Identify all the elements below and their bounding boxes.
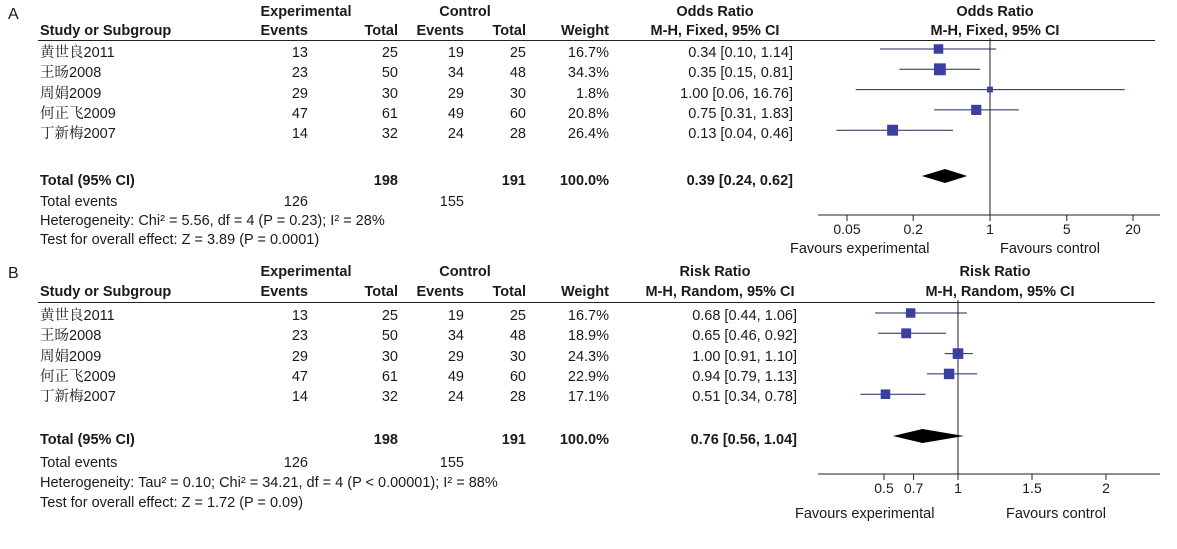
events-ctrl: 24 xyxy=(447,389,464,406)
events-ctrl: 49 xyxy=(447,368,464,385)
header-weight: Weight xyxy=(560,23,609,39)
events-exp: 47 xyxy=(291,368,308,385)
favours-experimental: Favours experimental xyxy=(790,241,930,257)
total-exp: 50 xyxy=(381,65,398,82)
weight: 24.3% xyxy=(567,348,609,365)
total-ctrl: 48 xyxy=(509,65,526,82)
header-total-ctrl: Total xyxy=(492,284,526,300)
point-estimate xyxy=(944,369,954,379)
effect-ci: 0.68 [0.44, 1.06] xyxy=(692,308,797,324)
effect-ci: 0.65 [0.46, 0.92] xyxy=(692,328,797,345)
plot-method: M-H, Random, 95% CI xyxy=(925,284,1075,300)
total-ctrl: 30 xyxy=(509,348,526,365)
header-study: Study or Subgroup xyxy=(40,284,172,300)
overall-effect: Test for overall effect: Z = 3.89 (P = 0.0001) xyxy=(40,232,320,248)
total-ctrl: 25 xyxy=(509,45,526,61)
total-ctrl: 28 xyxy=(509,389,526,406)
study-name: 黄世良2011 xyxy=(40,308,115,324)
effect-ci: 0.75 [0.31, 1.83] xyxy=(688,105,793,122)
weight: 18.9% xyxy=(567,328,609,345)
weight: 1.8% xyxy=(575,85,609,102)
header-experimental: Experimental xyxy=(260,264,352,280)
total-exp: 25 xyxy=(381,45,398,61)
total-weight: 100.0% xyxy=(559,173,609,189)
weight: 34.3% xyxy=(567,65,609,82)
header-events-ctrl: Events xyxy=(416,23,464,39)
effect-ci: 1.00 [0.06, 16.76] xyxy=(680,85,793,102)
events-exp: 47 xyxy=(291,105,308,122)
x-tick-label: 1 xyxy=(954,480,962,496)
weight: 22.9% xyxy=(567,368,609,385)
overall-effect: Test for overall effect: Z = 1.72 (P = 0.09) xyxy=(40,495,304,511)
events-exp: 23 xyxy=(291,328,308,345)
heterogeneity: Heterogeneity: Chi² = 5.56, df = 4 (P = 0.23); I² = 28% xyxy=(40,213,385,229)
events-ctrl: 34 xyxy=(447,65,464,82)
events-ctrl: 29 xyxy=(447,348,464,365)
header-study: Study or Subgroup xyxy=(40,23,172,39)
x-tick-label: 1 xyxy=(986,221,994,237)
total-exp: 30 xyxy=(381,85,398,102)
header-effect-measure: Risk Ratio xyxy=(679,264,751,280)
plot-method: M-H, Fixed, 95% CI xyxy=(930,23,1060,39)
plot-title: Risk Ratio xyxy=(959,264,1031,280)
point-estimate xyxy=(934,44,944,54)
x-tick-label: 1.5 xyxy=(1022,480,1042,496)
effect-ci: 0.94 [0.79, 1.13] xyxy=(692,368,797,385)
study-name: 黄世良2011 xyxy=(40,45,115,61)
weight: 16.7% xyxy=(567,308,609,324)
total-ctrl: 60 xyxy=(509,105,526,122)
point-estimate xyxy=(906,308,916,318)
pooled-diamond xyxy=(922,169,967,183)
x-tick-label: 2 xyxy=(1102,480,1110,496)
events-exp: 29 xyxy=(291,85,308,102)
events-exp: 126 xyxy=(283,455,308,471)
point-estimate xyxy=(934,63,946,75)
total-exp: 32 xyxy=(381,389,398,406)
pooled-diamond xyxy=(893,429,964,443)
weight: 26.4% xyxy=(567,126,609,143)
x-tick-label: 0.05 xyxy=(833,221,861,237)
x-tick-label: 5 xyxy=(1062,221,1071,237)
point-estimate xyxy=(887,125,898,136)
header-experimental: Experimental xyxy=(260,4,352,20)
total-ctrl: 25 xyxy=(509,308,526,324)
weight: 20.8% xyxy=(567,105,609,122)
events-ctrl: 155 xyxy=(439,455,464,471)
point-estimate xyxy=(901,328,911,338)
x-tick-label: 20 xyxy=(1125,221,1141,237)
header-control: Control xyxy=(439,264,491,280)
effect-ci: 1.00 [0.91, 1.10] xyxy=(692,348,797,365)
total-exp: 30 xyxy=(381,348,398,365)
total-exp: 25 xyxy=(381,308,398,324)
events-exp: 14 xyxy=(291,389,308,406)
events-exp: 126 xyxy=(283,194,308,210)
effect-ci: 0.34 [0.10, 1.14] xyxy=(688,45,793,61)
point-estimate xyxy=(953,348,964,359)
study-name: 何正飞2009 xyxy=(40,368,116,385)
total-ci: 0.76 [0.56, 1.04] xyxy=(690,432,797,448)
study-name: 周娟2009 xyxy=(40,85,102,102)
total-exp: 61 xyxy=(381,105,398,122)
events-ctrl: 29 xyxy=(447,85,464,102)
weight: 16.7% xyxy=(567,45,609,61)
header-events-exp: Events xyxy=(260,23,308,39)
events-label: Total events xyxy=(40,194,118,210)
effect-ci: 0.35 [0.15, 0.81] xyxy=(688,65,793,82)
effect-ci: 0.13 [0.04, 0.46] xyxy=(688,126,793,143)
events-ctrl: 49 xyxy=(447,105,464,122)
total-ctrl: 48 xyxy=(509,328,526,345)
point-estimate xyxy=(971,105,981,115)
total-exp: 198 xyxy=(373,173,398,189)
events-exp: 23 xyxy=(291,65,308,82)
total-label: Total (95% CI) xyxy=(40,173,135,189)
total-label: Total (95% CI) xyxy=(40,432,135,448)
header-total-exp: Total xyxy=(364,23,398,39)
total-ctrl: 28 xyxy=(509,126,526,143)
events-label: Total events xyxy=(40,455,118,471)
total-exp: 61 xyxy=(381,368,398,385)
events-exp: 13 xyxy=(291,308,308,324)
events-exp: 13 xyxy=(291,45,308,61)
x-tick-label: 0.7 xyxy=(903,480,924,496)
events-ctrl: 24 xyxy=(447,126,464,143)
header-effect-measure: Odds Ratio xyxy=(676,4,754,20)
header-events-exp: Events xyxy=(260,284,308,300)
weight: 17.1% xyxy=(567,389,609,406)
favours-control: Favours control xyxy=(1006,506,1106,522)
header-method: M-H, Fixed, 95% CI xyxy=(650,23,780,39)
total-ctrl: 191 xyxy=(501,432,526,448)
header-total-exp: Total xyxy=(364,284,398,300)
events-ctrl: 19 xyxy=(447,45,464,61)
header-method: M-H, Random, 95% CI xyxy=(645,284,795,300)
study-name: 何正飞2009 xyxy=(40,105,116,122)
total-exp: 198 xyxy=(373,432,398,448)
events-ctrl: 19 xyxy=(447,308,464,324)
x-tick-label: 0.2 xyxy=(903,221,923,237)
header-total-ctrl: Total xyxy=(492,23,526,39)
events-exp: 29 xyxy=(291,348,308,365)
effect-ci: 0.51 [0.34, 0.78] xyxy=(692,389,797,406)
study-name: 丁新梅2007 xyxy=(40,389,116,406)
panel-letter: B xyxy=(8,265,19,282)
total-exp: 32 xyxy=(381,126,398,143)
events-exp: 14 xyxy=(291,126,308,143)
events-ctrl: 155 xyxy=(439,194,464,210)
total-ci: 0.39 [0.24, 0.62] xyxy=(686,173,793,189)
favours-experimental: Favours experimental xyxy=(795,506,935,522)
total-weight: 100.0% xyxy=(559,432,609,448)
point-estimate xyxy=(987,87,993,93)
total-exp: 50 xyxy=(381,328,398,345)
point-estimate xyxy=(881,389,891,399)
header-weight: Weight xyxy=(560,284,609,300)
events-ctrl: 34 xyxy=(447,328,464,345)
heterogeneity: Heterogeneity: Tau² = 0.10; Chi² = 34.21, df = 4 (P < 0.00001); I² = 88% xyxy=(40,475,498,491)
favours-control: Favours control xyxy=(1000,241,1100,257)
study-name: 丁新梅2007 xyxy=(40,126,116,143)
study-name: 周娟2009 xyxy=(40,348,102,365)
study-name: 王旸2008 xyxy=(40,328,102,345)
total-ctrl: 191 xyxy=(501,173,526,189)
x-tick-label: 0.5 xyxy=(874,480,894,496)
plot-title: Odds Ratio xyxy=(956,4,1034,20)
study-name: 王旸2008 xyxy=(40,65,102,82)
total-ctrl: 60 xyxy=(509,368,526,385)
panel-letter: A xyxy=(8,6,19,23)
total-ctrl: 30 xyxy=(509,85,526,102)
header-events-ctrl: Events xyxy=(416,284,464,300)
header-control: Control xyxy=(439,4,491,20)
